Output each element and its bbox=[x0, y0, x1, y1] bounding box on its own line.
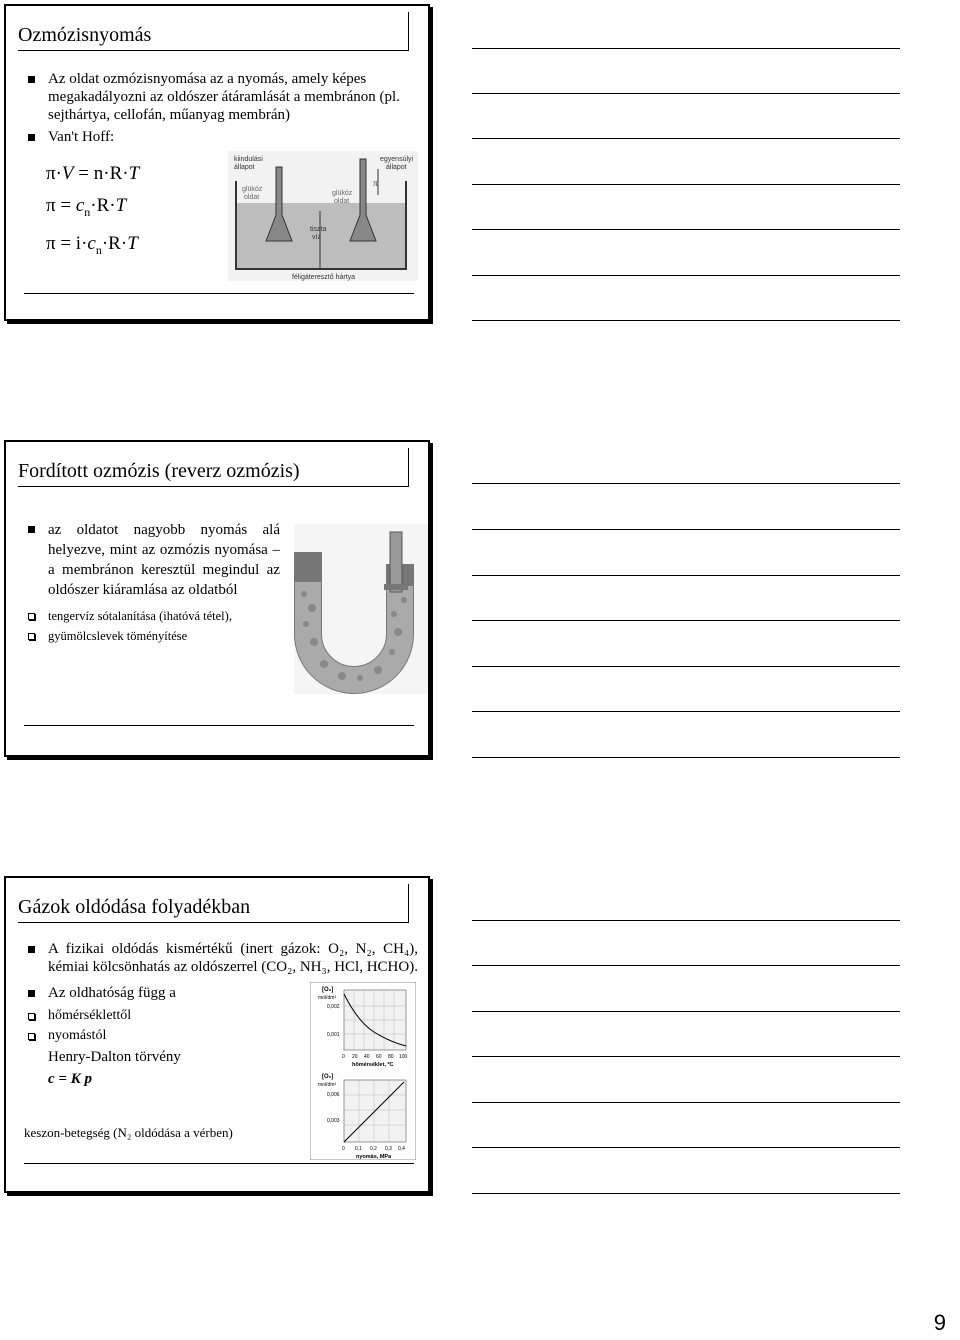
slide-title bbox=[18, 12, 409, 51]
note-line bbox=[472, 1056, 900, 1057]
note-line bbox=[472, 575, 900, 576]
slide-title bbox=[18, 448, 409, 487]
note-line bbox=[472, 529, 900, 530]
chart-bottom-ytick-1: 0,003 bbox=[327, 1118, 340, 1124]
label-glucose-2: glükóz bbox=[332, 190, 353, 197]
chart-top-xtick-3: 60 bbox=[376, 1054, 382, 1060]
slide-title-text: Ozmózisnyomás bbox=[18, 24, 152, 46]
label-initial: kiindulási bbox=[234, 156, 263, 163]
svg-text:oldat: oldat bbox=[244, 194, 260, 201]
footnote: keszon-betegség (N₂ oldódása a vérben) bbox=[24, 1125, 233, 1140]
note-line bbox=[472, 1011, 900, 1012]
u-tube-figure bbox=[294, 524, 428, 694]
sub-bullet-desalination: tengervíz sótalanítása (ihatóvá tétel), bbox=[24, 606, 280, 626]
slide-gas-solubility bbox=[4, 876, 430, 1193]
bullet-definition: Az oldat ozmózisnyomása az a nyomás, amely képes megakadályozni az oldószer átáramlását a membránon (pl. sejthártya, cellofán, műanyag membrán) bbox=[24, 70, 419, 124]
solubility-charts bbox=[310, 982, 416, 1160]
svg-text:oldat: oldat bbox=[334, 198, 350, 205]
chart-top-ytick-0: 0,002 bbox=[327, 1004, 340, 1010]
formula-3: $\pi = i\cdot c_n\cdot R\cdot T$ bbox=[46, 232, 138, 257]
note-line bbox=[472, 1102, 900, 1103]
chart-top-xlabel: hőmérséklet, ºC bbox=[352, 1062, 394, 1068]
chart-top-xtick-4: 80 bbox=[388, 1054, 394, 1060]
note-line bbox=[472, 757, 900, 758]
note-line bbox=[472, 965, 900, 966]
chart-top-yunit: mol/dm³ bbox=[318, 995, 337, 1001]
chart-top-xtick-2: 40 bbox=[364, 1054, 370, 1060]
chart-top-ytick-1: 0,001 bbox=[327, 1032, 340, 1038]
chart-bottom-xtick-3: 0,3 bbox=[385, 1146, 392, 1152]
label-water: tiszta bbox=[310, 226, 327, 233]
osmosis-figure bbox=[228, 151, 418, 281]
bullet-solubility: Az oldhatóság függ a bbox=[24, 984, 418, 1002]
note-line bbox=[472, 138, 900, 139]
slide-title-text: Fordított ozmózis (reverz ozmózis) bbox=[18, 460, 300, 482]
sub-bullet-juice: gyümölcslevek töményítése bbox=[24, 626, 280, 646]
chart-bottom-xtick-0: 0 bbox=[342, 1146, 345, 1152]
note-line bbox=[472, 1147, 900, 1148]
slide-title bbox=[18, 884, 409, 923]
slide-body bbox=[24, 520, 280, 646]
note-line bbox=[472, 93, 900, 94]
chart-top-ylabel: [O₂] bbox=[322, 987, 334, 993]
chart-bottom-xtick-1: 0,1 bbox=[355, 1146, 362, 1152]
label-pi: π bbox=[373, 178, 378, 188]
note-line bbox=[472, 184, 900, 185]
slide-rule bbox=[24, 1163, 414, 1164]
slide-rule bbox=[24, 293, 414, 294]
note-line bbox=[472, 920, 900, 921]
note-line bbox=[472, 666, 900, 667]
chart-bottom-xtick-2: 0,2 bbox=[370, 1146, 377, 1152]
note-line bbox=[472, 711, 900, 712]
chart-bottom-yunit: mol/dm³ bbox=[318, 1082, 337, 1088]
chart-top-xtick-0: 0 bbox=[342, 1054, 345, 1060]
bullet-reverse-osmosis: az oldatot nagyobb nyomás alá helyezve, mint az ozmózis nyomása – a membránon keresztül megindul az oldószer kiáramlása az oldatból bbox=[24, 520, 280, 600]
label-equilibrium: egyensúlyi bbox=[380, 156, 414, 163]
formula-1: π·V = n·R·T bbox=[46, 163, 140, 184]
chart-bottom-ylabel: [O₂] bbox=[322, 1074, 334, 1080]
bullet-vant-hoff: Van't Hoff: bbox=[24, 128, 419, 146]
slide-title-text: Gázok oldódása folyadékban bbox=[18, 896, 251, 918]
chart-bottom-xtick-4: 0,4 bbox=[398, 1146, 405, 1152]
note-line bbox=[472, 483, 900, 484]
svg-text:állapot: állapot bbox=[386, 164, 407, 171]
note-line bbox=[472, 229, 900, 230]
law-formula: c = K p bbox=[48, 1071, 92, 1087]
slide-body bbox=[24, 70, 419, 146]
note-line bbox=[472, 48, 900, 49]
sub-bullet-temperature: hőmérséklettől bbox=[24, 1006, 418, 1026]
note-line bbox=[472, 1193, 900, 1194]
svg-text:állapot: állapot bbox=[234, 164, 255, 171]
slide-osmotic-pressure bbox=[4, 4, 430, 321]
formula-2: $\pi = c_n\cdot R\cdot T$ bbox=[46, 195, 127, 219]
sub-bullet-pressure: nyomástól bbox=[24, 1026, 418, 1046]
slide-reverse-osmosis bbox=[4, 440, 430, 757]
label-membrane: féligáteresztő hártya bbox=[292, 274, 356, 281]
chart-top-xtick-1: 20 bbox=[352, 1054, 358, 1060]
note-line bbox=[472, 620, 900, 621]
svg-text:víz: víz bbox=[312, 234, 321, 241]
chart-bottom-xlabel: nyomás, MPa bbox=[356, 1154, 392, 1160]
bullet-physical-dissolution: A fizikai oldódás kismértékű (inert gázok: O₂, N₂, CH₄), kémiai kölcsönhatás az oldószerrel (CO₂, NH₃, HCl, HCHO). bbox=[24, 940, 418, 976]
note-line bbox=[472, 275, 900, 276]
note-line bbox=[472, 320, 900, 321]
label-glucose-1: glükóz bbox=[242, 186, 263, 193]
henry-dalton-law: Henry-Dalton törvény bbox=[48, 1049, 181, 1065]
chart-bottom-ytick-0: 0,006 bbox=[327, 1092, 340, 1098]
chart-top-xtick-5: 100 bbox=[399, 1054, 408, 1060]
page-number: 9 bbox=[933, 1310, 946, 1335]
slide-rule bbox=[24, 725, 414, 726]
formula-block bbox=[46, 158, 139, 266]
